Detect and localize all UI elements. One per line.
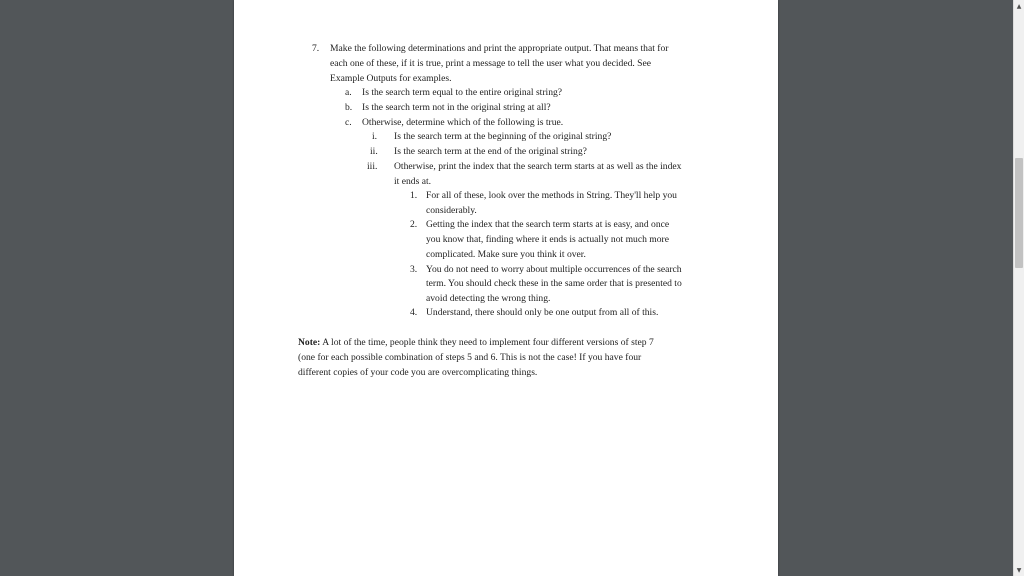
tip-1-line-1: For all of these, look over the methods in String. They'll help you [426,190,677,201]
roman-iii-line-1: Otherwise, print the index that the search term starts at as well as the index [394,161,682,172]
tip-1-line-2: considerably. [426,205,477,216]
tip-2-marker: 2. [410,219,418,230]
step-7-line-3: Example Outputs for examples. [330,73,452,84]
roman-iii-marker: iii. [367,161,378,172]
tip-1-marker: 1. [410,190,418,201]
roman-i-marker: i. [372,131,378,142]
roman-iii-line-2: it ends at. [394,176,432,187]
arrow-down-icon[interactable]: ▼ [1016,566,1022,574]
arrow-up-icon[interactable]: ▲ [1016,2,1022,10]
tip-3-marker: 3. [410,264,418,275]
note-line-1 [298,336,654,350]
note-label: Note: [298,337,321,348]
tip-3-line-3: avoid detecting the wrong thing. [426,293,551,304]
roman-i-text: Is the search term at the beginning of the original string? [394,131,612,142]
roman-ii-marker: ii. [370,146,378,157]
sub-c-text: Otherwise, determine which of the following is true. [362,117,564,128]
sub-c-marker: c. [345,117,352,128]
tip-2-line-1: Getting the index that the search term starts at is easy, and once [426,219,670,230]
tip-2-line-2: you know that, finding where it ends is actually not much more [426,234,669,245]
note-text-1: A lot of the time, people think they need to implement four different versions of step 7 [320,337,654,348]
sub-b-text: Is the search term not in the original string at all? [362,102,551,113]
vertical-scrollbar[interactable] [1013,0,1024,576]
tip-2-line-3: complicated. Make sure you think it over. [426,249,586,260]
step-7-number: 7. [312,43,320,54]
sub-a-marker: a. [345,87,352,98]
step-7-line-1: Make the following determinations and print the appropriate output. That means that for [330,43,669,54]
document-page [234,0,778,576]
sub-a-text: Is the search term equal to the entire original string? [362,87,563,98]
step-7-line-2: each one of these, if it is true, print a message to tell the user what you decided. See [330,58,652,69]
roman-ii-text: Is the search term at the end of the original string? [394,146,587,157]
sub-b-marker: b. [345,102,353,113]
tip-4-marker: 4. [410,307,418,318]
note-line-3: different copies of your code you are overcomplicating things. [298,367,538,378]
scrollbar-thumb[interactable] [1015,158,1023,268]
tip-4-line-1: Understand, there should only be one output from all of this. [426,307,659,318]
tip-3-line-2: term. You should check these in the same order that is presented to [426,278,682,289]
note-line-2: (one for each possible combination of steps 5 and 6. This is not the case! If you have four [298,352,642,363]
tip-3-line-1: You do not need to worry about multiple occurrences of the search [426,264,682,275]
